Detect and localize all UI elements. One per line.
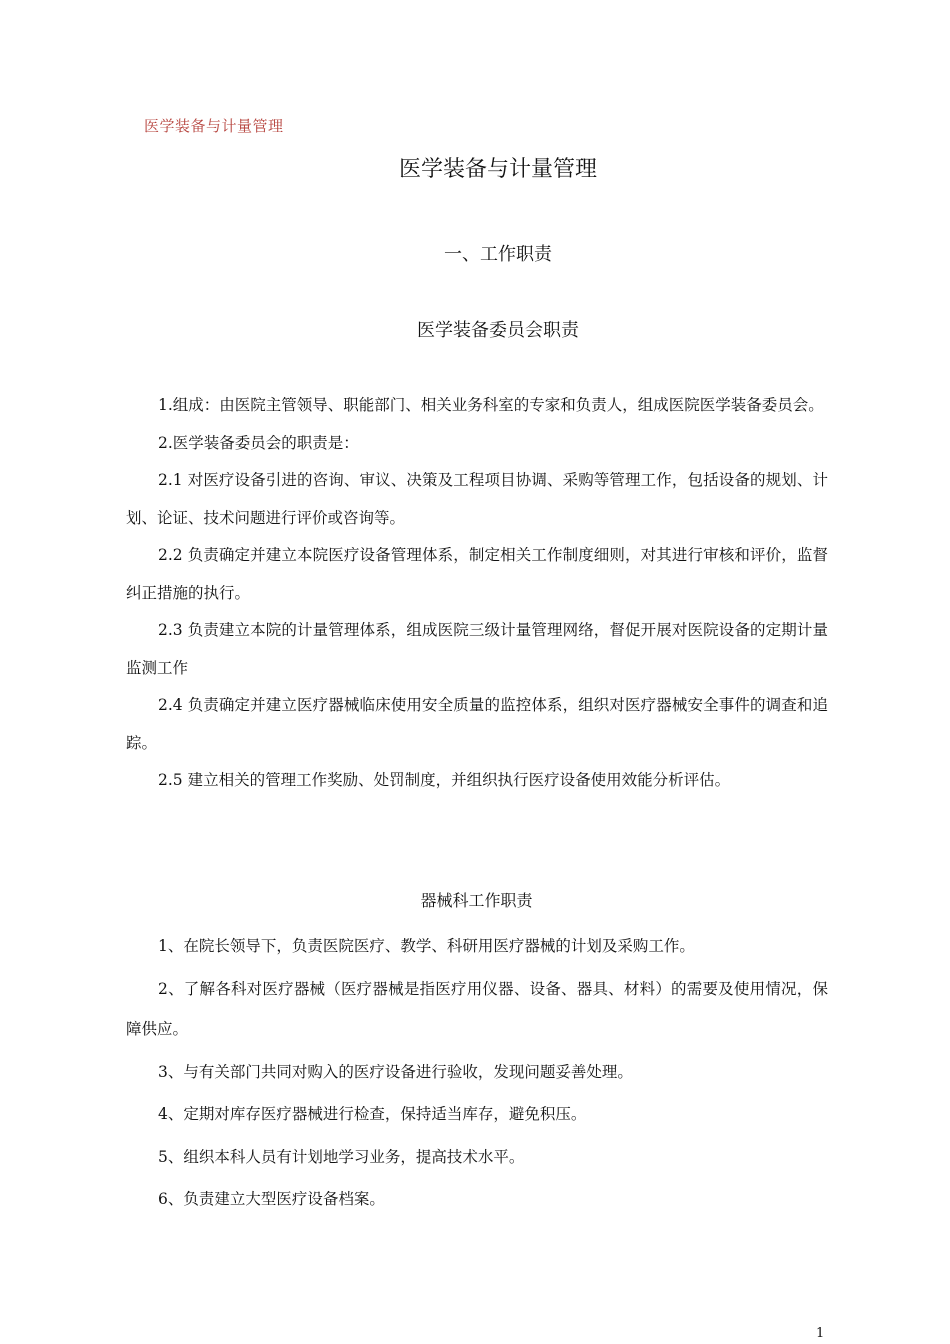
list-item: 6、负责建立大型医疗设备档案。	[158, 1190, 385, 1208]
header-label: 医学装备与计量管理	[144, 117, 284, 135]
committee-duties-section	[126, 387, 828, 800]
paragraph: 2.1 对医疗设备引进的咨询、审议、决策及工程项目协调、采购等管理工作，包括设备的规划、计划、论证、技术问题进行评价或咨询等。	[126, 471, 828, 527]
paragraph: 2.医学装备委员会的职责是：	[158, 433, 359, 452]
dept-duties-heading: 器械科工作职责	[420, 891, 533, 910]
list-item: 1、在院长领导下，负责医院医疗、教学、科研用医疗器械的计划及采购工作。	[158, 937, 695, 955]
document-title: 医学装备与计量管理	[398, 157, 597, 182]
paragraph: 2.5 建立相关的管理工作奖励、处罚制度，并组织执行医疗设备使用效能分析评估。	[158, 771, 731, 789]
paragraph: 2.4 负责确定并建立医疗器械临床使用安全质量的监控体系，组织对医疗器械安全事件的调查和追踪。	[126, 696, 828, 752]
subsection-heading: 医学装备委员会职责	[417, 320, 579, 341]
list-item: 4、定期对库存医疗器械进行检查，保持适当库存，避免积压。	[158, 1105, 587, 1123]
paragraph: 2.2 负责确定并建立本院医疗设备管理体系，制定相关工作制度细则，对其进行审核和评价，监督纠正措施的执行。	[126, 546, 828, 602]
section-heading: 一、工作职责	[444, 244, 552, 265]
paragraph: 2.3 负责建立本院的计量管理体系，组成医院三级计量管理网络，督促开展对医院设备的定期计量监测工作	[126, 621, 828, 677]
paragraph: 1.组成：由医院主管领导、职能部门、相关业务科室的专家和负责人，组成医院医学装备委员会。	[158, 396, 824, 414]
list-item: 2、了解各科对医疗器械（医疗器械是指医疗用仪器、设备、器具、材料）的需要及使用情况，保障供应。	[126, 979, 828, 1038]
page-number: 1	[816, 1326, 825, 1341]
dept-duties-section	[126, 926, 828, 1222]
list-item: 3、与有关部门共同对购入的医疗设备进行验收，发现问题妥善处理。	[158, 1062, 633, 1081]
list-item: 5、组织本科人员有计划地学习业务，提高技术水平。	[158, 1147, 525, 1166]
